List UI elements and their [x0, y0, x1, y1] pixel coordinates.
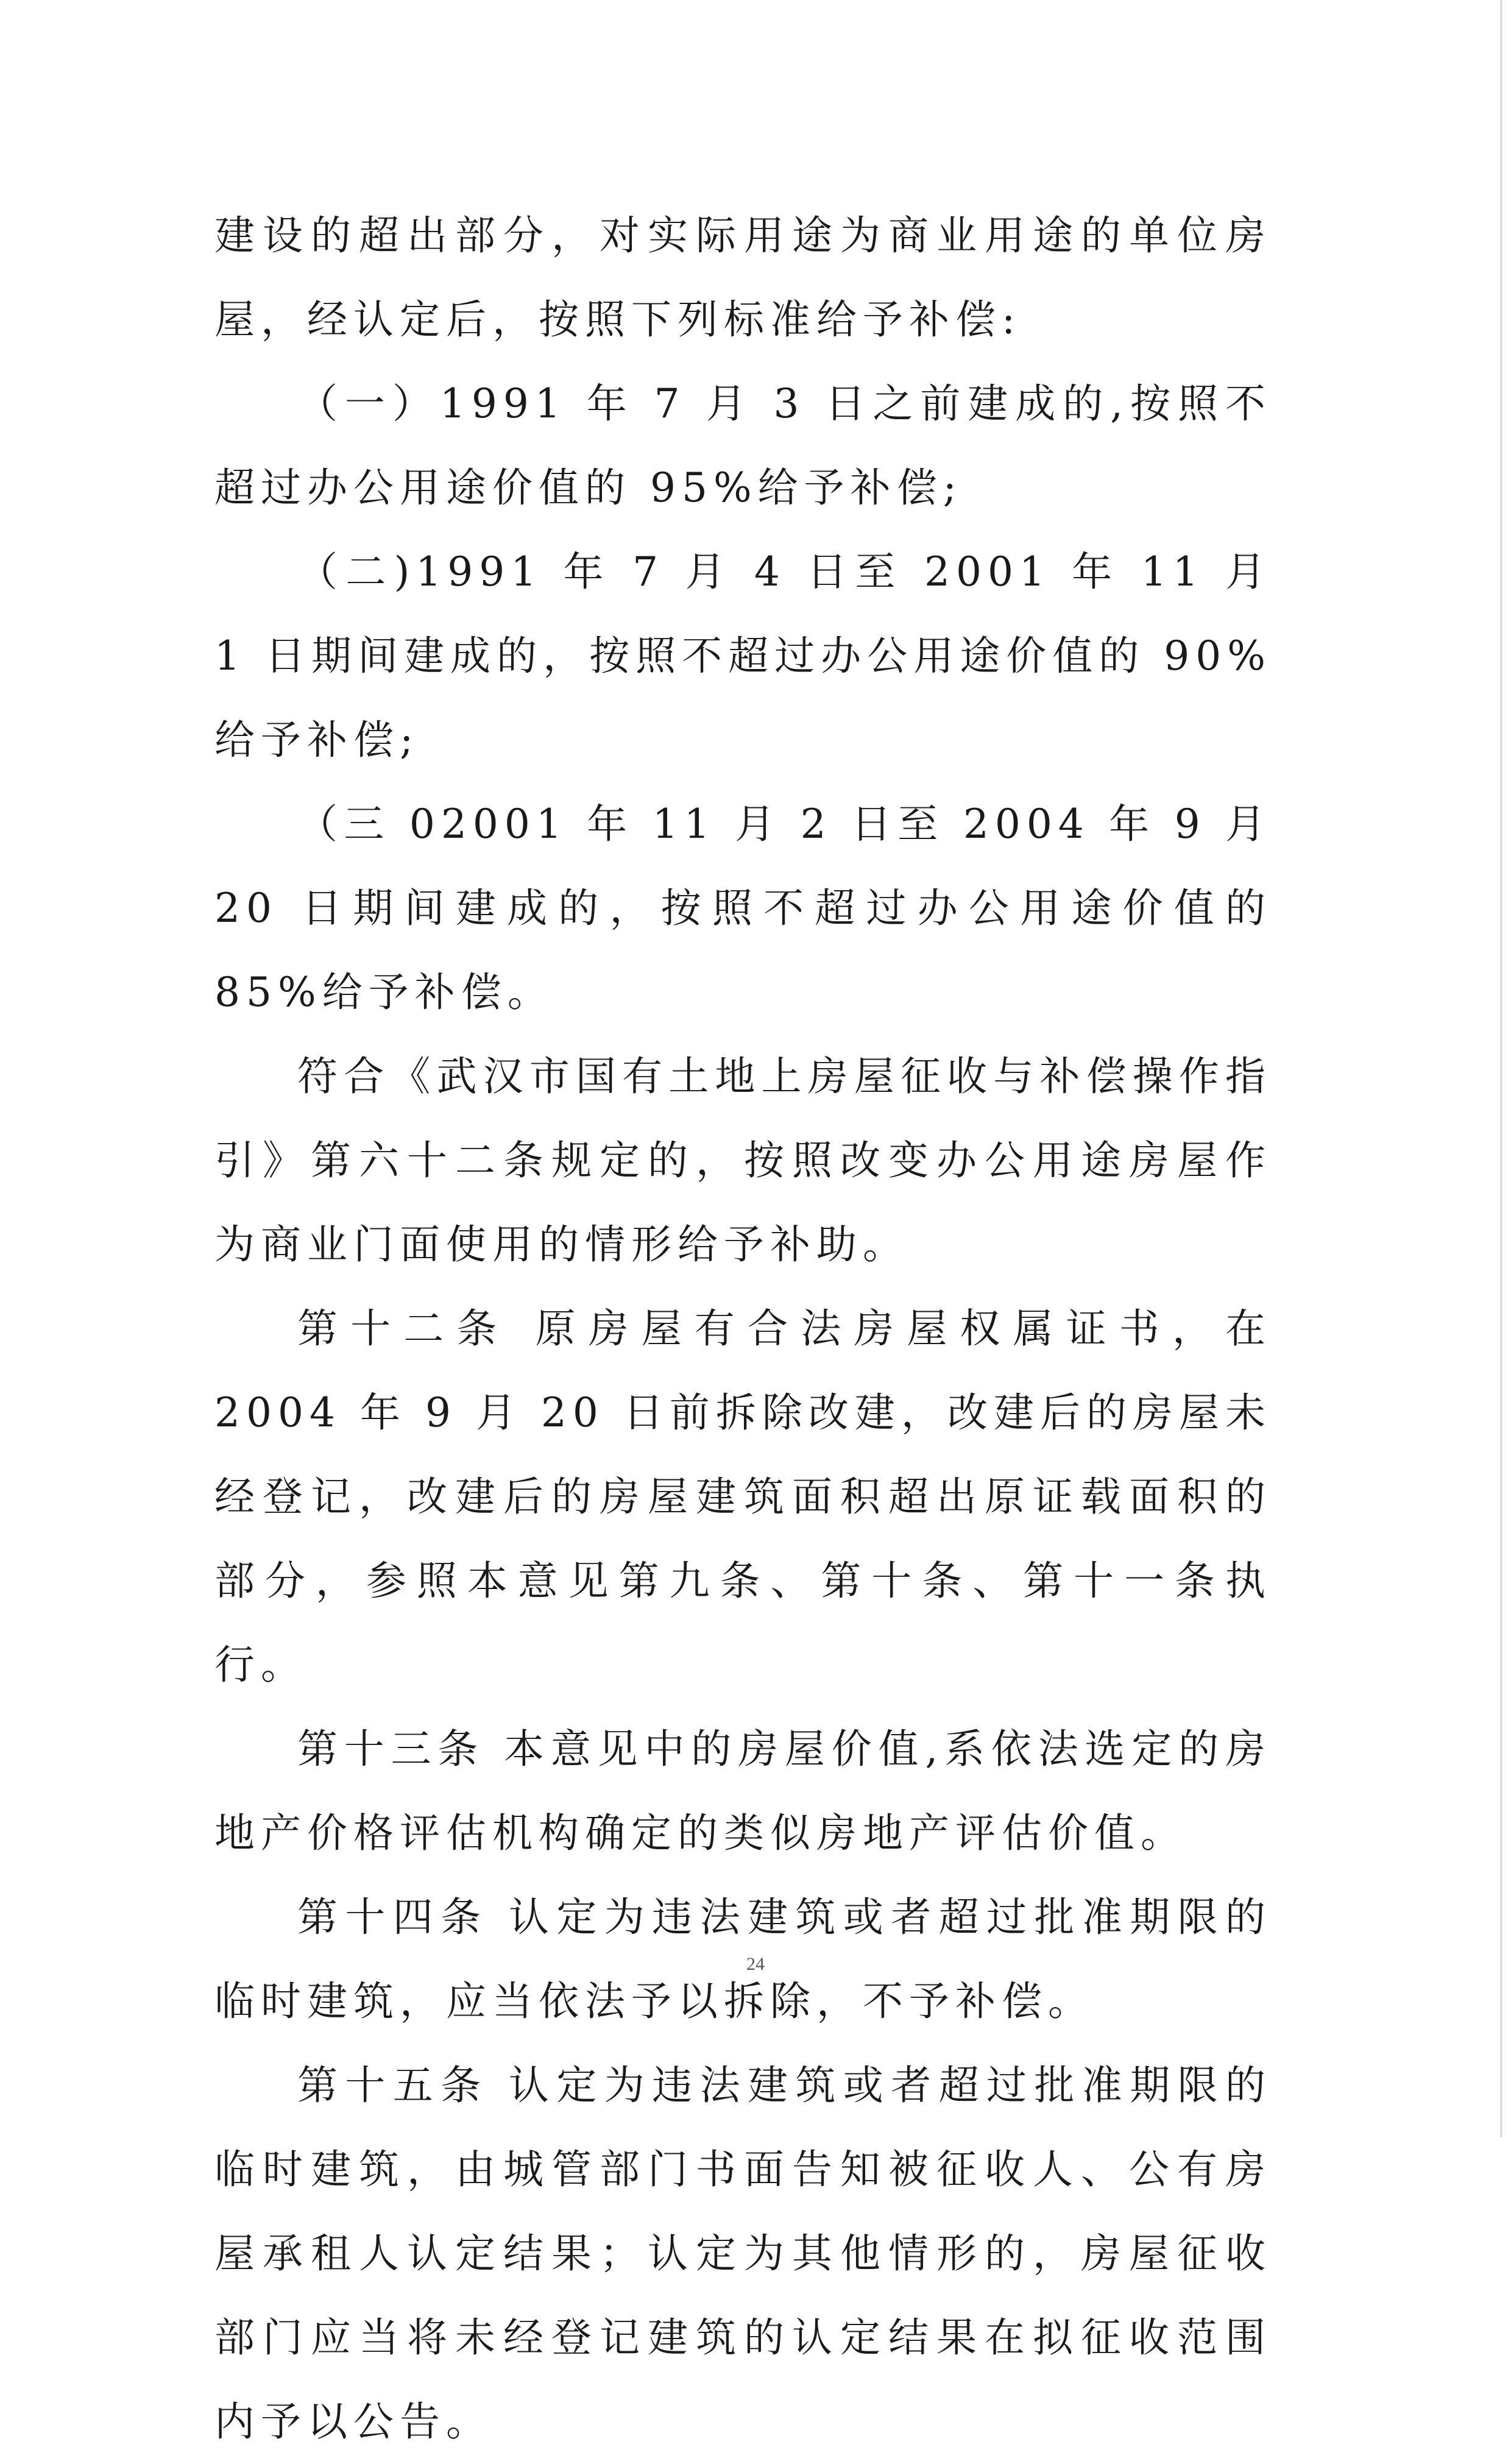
paragraph-continuation: 建设的超出部分，对实际用途为商业用途的单位房屋，经认定后，按照下列标准给予补偿:	[214, 212, 1272, 343]
paragraph-item-1: （一）1991 年 7 月 3 日之前建成的,按照不超过办公用途价值的 95%给予补偿;	[214, 380, 1272, 511]
document-body	[214, 194, 1272, 2464]
paragraph-article-15: 第十五条 认定为违法建筑或者超过批准期限的临时建筑，由城管部门书面告知被征收人、公有房屋承租人认定结果；认定为其他情形的，房屋征收部门应当将未经登记建筑的认定结果在拟征收范围内予以公告。	[214, 2062, 1272, 2445]
paragraph-operation-guide: 符合《武汉市国有土地上房屋征收与补偿操作指引》第六十二条规定的，按照改变办公用途房屋作为商业门面使用的情形给予补助。	[214, 1053, 1272, 1268]
paragraph-article-14: 第十四条 认定为违法建筑或者超过批准期限的临时建筑，应当依法予以拆除，不予补偿。	[214, 1894, 1272, 2025]
paragraph-item-3: （三 02001 年 11 月 2 日至 2004 年 9 月 20 日期间建成的，按照不超过办公用途价值的 85%给予补偿。	[214, 801, 1272, 1016]
paragraph-article-12: 第十二条 原房屋有合法房屋权属证书，在 2004 年 9 月 20 日前拆除改建，改建后的房屋未经登记，改建后的房屋建筑面积超出原证载面积的部分，参照本意见第九条、第十条、第十一条执行。	[214, 1305, 1272, 1688]
paragraph-article-13: 第十三条 本意见中的房屋价值,系依法选定的房地产价格评估机构确定的类似房地产评估价值。	[214, 1726, 1272, 1857]
paragraph-item-2: （二)1991 年 7 月 4 日至 2001 年 11 月 1 日期间建成的，按照不超过办公用途价值的 90%给予补偿;	[214, 548, 1272, 763]
scan-edge-line	[1500, 0, 1502, 2137]
page-number: 24	[746, 1954, 765, 1974]
